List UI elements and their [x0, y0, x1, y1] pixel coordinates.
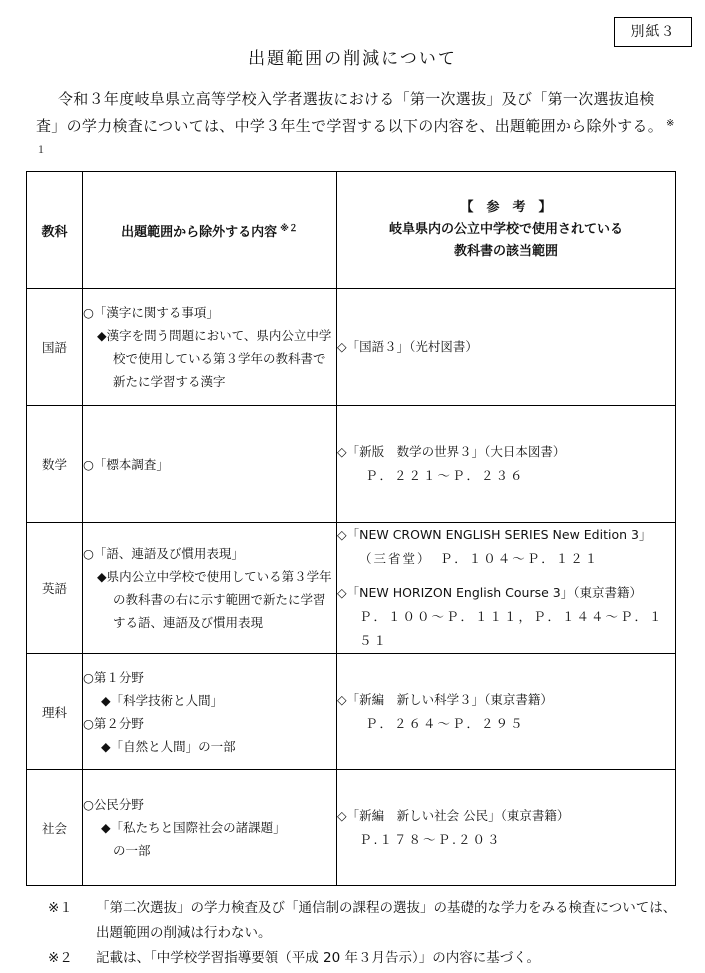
table-row: [27, 770, 676, 886]
scope-subitem-cont: の一部: [113, 843, 151, 858]
scope-cell: [83, 523, 337, 654]
footnote-text: 記載は、「中学校学習指導要領（平成 20 年３月告示）」の内容に基づく。: [96, 950, 540, 966]
reference-cell: [337, 523, 676, 654]
footnotes: [36, 896, 686, 971]
reference-item: ◇「NEW HORIZON English Course 3」（東京書籍）: [337, 585, 642, 600]
scope-cell: [83, 289, 337, 406]
scope-item: ○「標本調査」: [83, 456, 169, 472]
scope-cell: [83, 770, 337, 886]
reference-pages: （三省堂） Ｐ．１０４～Ｐ．１２１: [359, 551, 600, 566]
header-reference-title: 【 参 考 】: [460, 200, 552, 215]
table-row: [27, 654, 676, 770]
scope-cell: [83, 406, 337, 523]
reference-item: ◇「NEW CROWN ENGLISH SERIES New Edition 3」: [337, 527, 652, 542]
scope-subitem: ◆「科学技術と人間」: [101, 692, 224, 708]
subject-math: 数学: [27, 406, 83, 523]
header-scope: [83, 172, 337, 289]
table-row: [27, 523, 676, 654]
scope-item: ○「漢字に関する事項」: [83, 305, 219, 320]
footnote-1: [36, 896, 686, 946]
reference-item: ◇「新版 数学の世界３」（大日本図書）: [337, 444, 566, 459]
reference-cell: [337, 406, 676, 523]
reference-pages: Ｐ．２６４～Ｐ．２９５: [365, 715, 525, 731]
reference-item: ◇「新編 新しい科学３」（東京書籍）: [337, 691, 553, 707]
reference-cell: [337, 770, 676, 886]
reference-cell: [337, 654, 676, 770]
header-reference-line3: 教科書の該当範囲: [453, 244, 558, 259]
reference-pages: Ｐ.１７８～Ｐ.２０３: [359, 831, 502, 847]
scope-subitem: ◆県内公立中学校で使用している第３学年の教科書の右に示す範囲で新たに学習する語、連語及び慣用表現: [97, 569, 332, 630]
header-reference-line2: 岐阜県内の公立中学校で使用されている: [388, 222, 623, 237]
header-scope-label: 出題範囲から除外する内容: [121, 224, 278, 240]
scope-item: ○公民分野: [83, 797, 144, 812]
footnote-mark: ※２: [48, 950, 73, 966]
header-reference: [337, 172, 676, 289]
page-title: 出題範囲の削減について: [248, 49, 457, 69]
header-scope-mark: ※２: [280, 223, 298, 234]
table-header-row: [27, 172, 676, 289]
reference-item: ◇「新編 新しい社会 公民」（東京書籍）: [337, 807, 570, 823]
intro-text: 令和３年度岐阜県立高等学校入学者選抜における「第一次選抜」及び「第一次選抜追検査」の学力検査については、中学３年生で学習する以下の内容を、出題範囲から除外する。: [36, 90, 664, 135]
reference-pages: Ｐ．２２１～Ｐ．２３６: [365, 468, 525, 483]
subject-english: 英語: [27, 523, 83, 654]
footnote-mark: ※１: [48, 900, 73, 916]
reference-cell: [337, 289, 676, 406]
header-subject: 教科: [27, 172, 83, 289]
footnote-2: [36, 946, 686, 971]
subject-social: 社会: [27, 770, 83, 886]
scope-subitem: ◆「自然と人間」の一部: [101, 738, 236, 754]
reference-pages: Ｐ．１００～Ｐ．１１１，Ｐ．１４４～Ｐ．１５１: [359, 609, 664, 648]
scope-subitem: ◆「私たちと国際社会の諸課題」: [101, 820, 286, 835]
table-row: [27, 406, 676, 523]
footnote-text: 「第二次選抜」の学力検査及び「通信制の課程の選抜」の基礎的な学力をみる検査については、出題範囲の削減は行わない。: [96, 900, 677, 941]
scope-table: [26, 171, 676, 886]
table-row: [27, 289, 676, 406]
scope-item: ○「語、連語及び慣用表現」: [83, 546, 244, 561]
subject-science: 理科: [27, 654, 83, 770]
reference-item: ◇「国語３」（光村図書）: [337, 339, 478, 354]
subject-japanese: 国語: [27, 289, 83, 406]
attachment-label: 別紙３: [614, 17, 692, 47]
scope-item: ○第１分野: [83, 669, 144, 685]
intro-note-mark: ※１: [36, 118, 675, 156]
scope-cell: [83, 654, 337, 770]
scope-item: ○第２分野: [83, 715, 144, 731]
intro-paragraph: [36, 86, 676, 167]
scope-subitem: ◆漢字を問う問題において、県内公立中学校で使用している第３学年の教科書で新たに学習する漢字: [97, 328, 332, 389]
